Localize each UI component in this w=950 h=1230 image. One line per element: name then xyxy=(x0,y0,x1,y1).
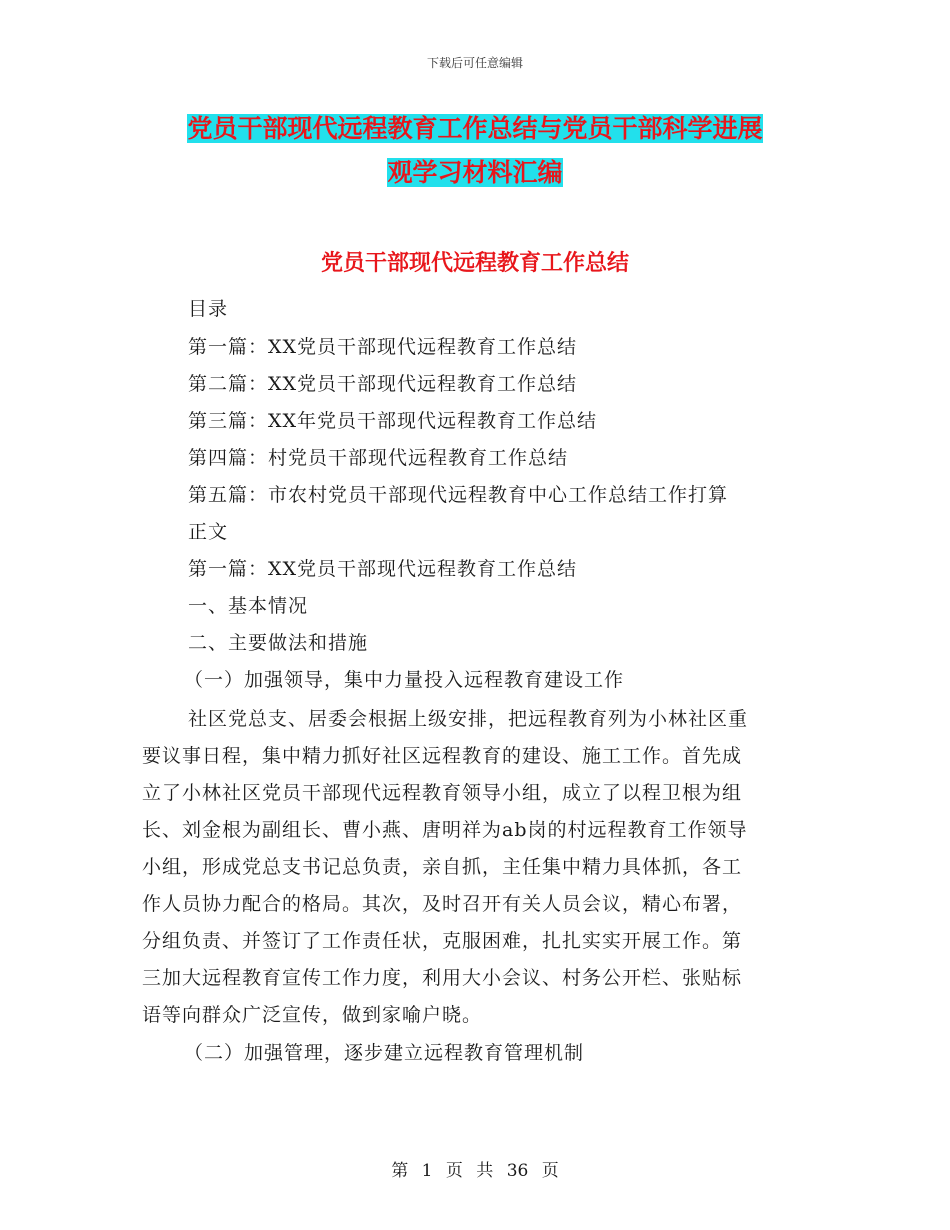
paragraph-line-5: 小组，形成党总支书记总负责，亲自抓，主任集中精力具体抓，各工 xyxy=(142,856,743,878)
section-title: 党员干部现代远程教育工作总结 xyxy=(320,251,629,276)
toc-item-3: 第三篇：XX年党员干部现代远程教育工作总结 xyxy=(188,410,598,432)
section-measures: 二、主要做法和措施 xyxy=(188,632,369,654)
subsection-2-heading: （二）加强管理，逐步建立远程教育管理机制 xyxy=(184,1042,585,1064)
subsection-1-heading: （一）加强领导，集中力量投入远程教育建设工作 xyxy=(184,669,625,691)
toc-item-4: 第四篇：村党员干部现代远程教育工作总结 xyxy=(188,447,569,469)
toc-heading: 目录 xyxy=(188,298,229,320)
paragraph-line-7: 分组负责、并签订了工作责任状，克服困难，扎扎实实开展工作。第 xyxy=(142,930,743,952)
section-basic-info: 一、基本情况 xyxy=(188,595,309,617)
main-title-line-2 xyxy=(0,156,950,190)
paragraph-line-6: 作人员协力配合的格局。其次，及时召开有关人员会议，精心布署， xyxy=(142,893,743,915)
paragraph-line-3: 立了小林社区党员干部现代远程教育领导小组，成立了以程卫根为组 xyxy=(142,782,743,804)
main-title-line-1-text: 党员干部现代远程教育工作总结与党员干部科学进展 xyxy=(187,114,763,143)
paragraph-line-1: 社区党总支、居委会根据上级安排，把远程教育列为小林社区重 xyxy=(188,708,749,730)
header-note: 下载后可任意编辑 xyxy=(426,56,523,70)
page-footer: 第 1 页 共 36 页 xyxy=(391,1161,559,1181)
toc-item-1: 第一篇：XX党员干部现代远程教育工作总结 xyxy=(188,336,578,358)
toc-item-5: 第五篇：市农村党员干部现代远程教育中心工作总结工作打算 xyxy=(188,484,729,506)
paragraph-line-4: 长、刘金根为副组长、曹小燕、唐明祥为ab岗的村远程教育工作领导 xyxy=(142,819,748,841)
paragraph-line-9: 语等向群众广泛宣传，做到家喻户晓。 xyxy=(142,1004,483,1026)
paragraph-line-2: 要议事日程，集中精力抓好社区远程教育的建设、施工工作。首先成 xyxy=(142,745,743,767)
chapter-heading: 第一篇：XX党员干部现代远程教育工作总结 xyxy=(188,558,578,580)
paragraph-line-8: 三加大远程教育宣传工作力度，利用大小会议、村务公开栏、张贴标 xyxy=(142,967,743,989)
main-title-line-1 xyxy=(0,112,950,146)
body-heading: 正文 xyxy=(188,521,229,543)
toc-item-2: 第二篇：XX党员干部现代远程教育工作总结 xyxy=(188,373,578,395)
main-title-line-2-text: 观学习材料汇编 xyxy=(387,158,563,187)
